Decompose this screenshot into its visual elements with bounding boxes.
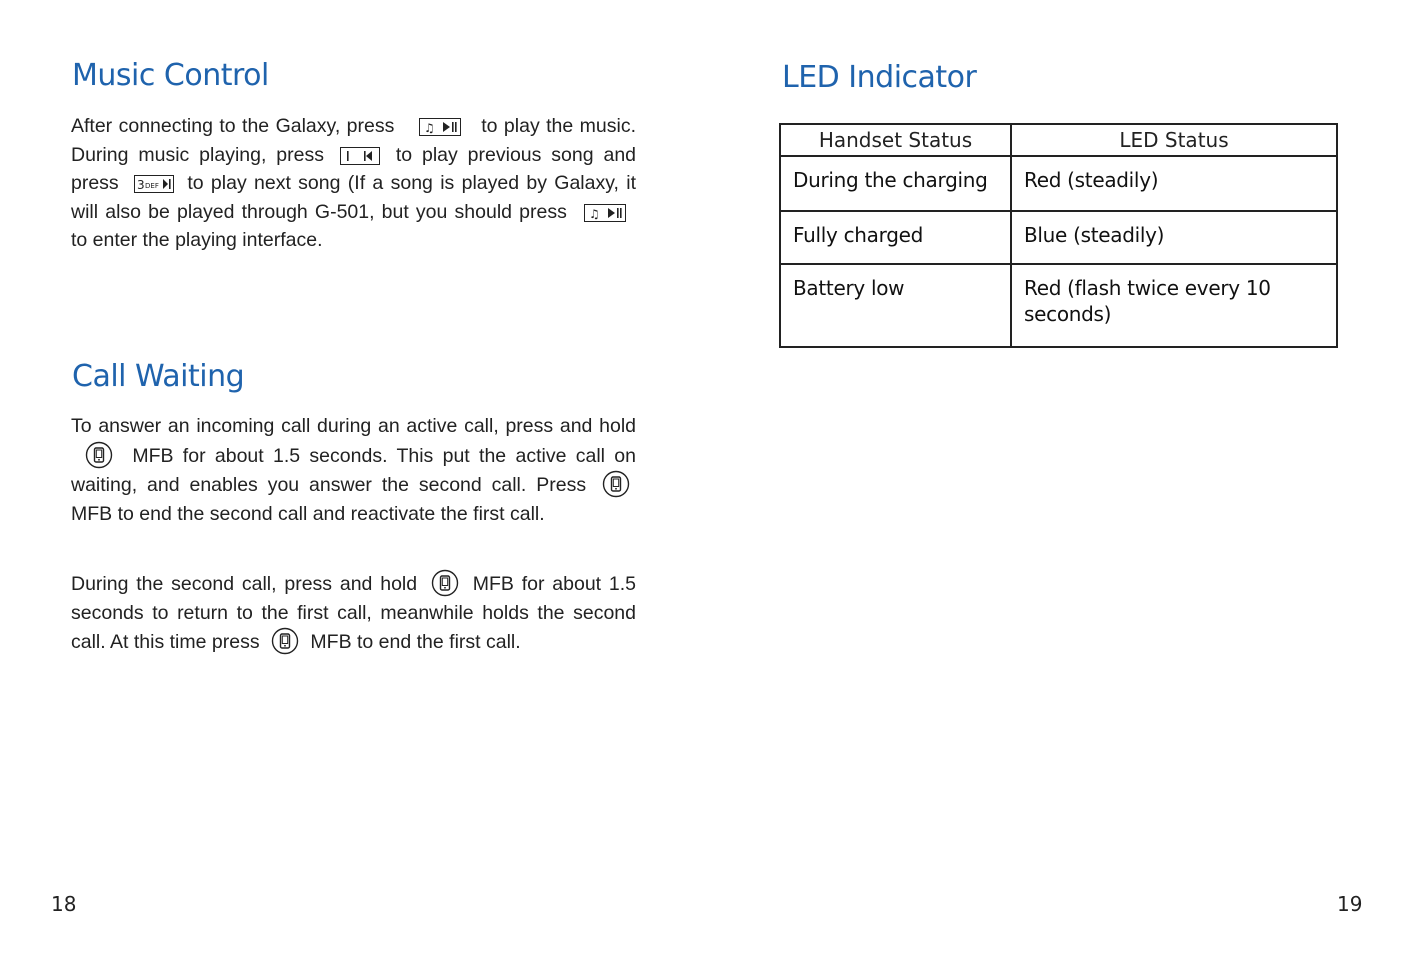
previous-key-icon (340, 147, 380, 165)
music-control-text-5: to enter the playing interface. (71, 229, 323, 251)
table-row (780, 211, 1337, 264)
led-status-cell: Red (flash twice every 10 seconds) (1011, 264, 1337, 347)
call-waiting-paragraph-2 (71, 569, 636, 657)
table-row (780, 264, 1337, 347)
table-header-row (780, 124, 1337, 156)
led-indicator-title: LED Indicator (782, 60, 977, 95)
call-waiting-text-6: MFB to end the first call. (310, 631, 521, 653)
call-waiting-text-4: During the second call, press and hold (71, 573, 418, 595)
page-number-right: 19 (1337, 892, 1363, 916)
call-waiting-text-1: To answer an incoming call during an active call, press and hold (71, 415, 636, 437)
led-status-cell: Red (steadily) (1011, 156, 1337, 211)
play-pause-key-icon (584, 204, 626, 222)
column-header-led-status: LED Status (1011, 124, 1337, 156)
page-number-left: 18 (51, 892, 77, 916)
svg-text:3: 3 (137, 178, 145, 191)
mfb-button-icon (85, 441, 113, 469)
mfb-button-icon (271, 627, 299, 655)
call-waiting-text-2: MFB for about 1.5 seconds. This put the active call on waiting, and enables you answer the second call. Press (71, 444, 637, 496)
handset-status-cell: Battery low (780, 264, 1011, 347)
music-control-text-2: to play the music. During music playing, press (71, 115, 637, 166)
play-pause-key-icon (419, 118, 461, 136)
handset-status-cell: During the charging (780, 156, 1011, 211)
led-status-cell: Blue (steadily) (1011, 211, 1337, 264)
music-control-text-4: to play next song (If a song is played by Galaxy, it will also be played through G-501, but you should press (71, 172, 637, 223)
handset-status-cell: Fully charged (780, 211, 1011, 264)
call-waiting-text-3: MFB to end the second call and reactivate the first call. (71, 502, 545, 525)
svg-text:♫: ♫ (589, 206, 600, 220)
music-control-text-3: to play previous song and press (71, 143, 637, 194)
led-status-table (779, 123, 1338, 348)
call-waiting-title: Call Waiting (72, 359, 245, 394)
mfb-button-icon (602, 470, 630, 498)
next-key-icon (134, 175, 174, 193)
music-control-title: Music Control (72, 58, 269, 93)
svg-text:DEF: DEF (145, 182, 159, 190)
column-header-handset-status: Handset Status (780, 124, 1011, 156)
mfb-button-icon (431, 569, 459, 597)
music-control-text-1: After connecting to the Galaxy, press (71, 115, 395, 137)
table-row (780, 156, 1337, 211)
call-waiting-text-5: MFB for about 1.5 seconds to return to the first call, meanwhile holds the second call. At this time press (71, 573, 637, 653)
music-control-paragraph (71, 112, 636, 255)
svg-text:♫: ♫ (423, 121, 435, 134)
call-waiting-paragraph-1 (71, 412, 636, 528)
